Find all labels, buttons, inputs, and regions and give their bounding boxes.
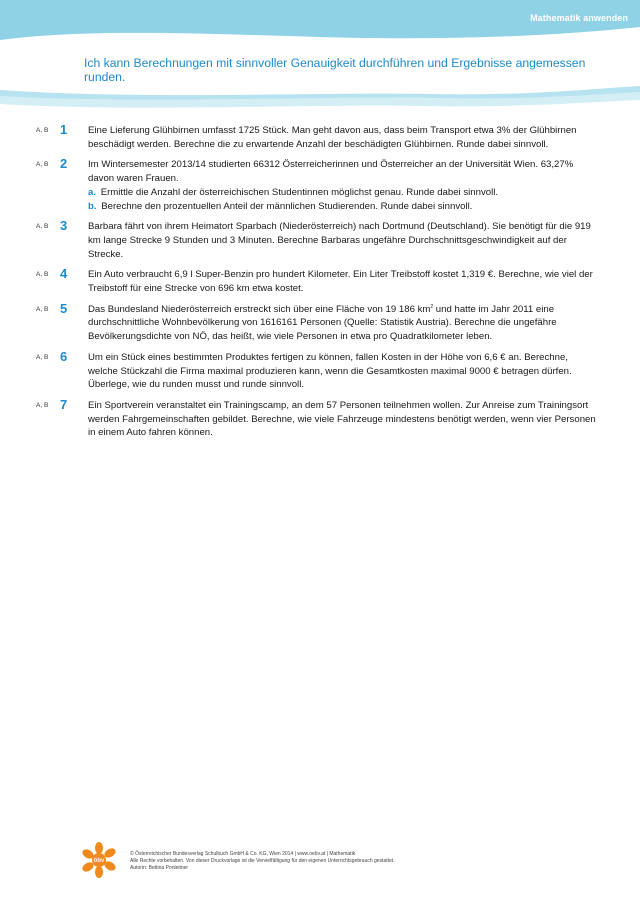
task-tag: A, B (36, 401, 49, 409)
task-tag: A, B (36, 353, 49, 361)
task-list (36, 124, 596, 447)
task-6 (36, 348, 596, 392)
subtask-text: Berechne den prozentuellen Anteil der männlichen Studierenden. Runde dabei sinnvoll. (101, 200, 473, 212)
task-7 (36, 396, 596, 440)
footer-rights: Alle Rechte vorbehalten. Von dieser Druckvorlage ist die Vervielfältigung für den eigenen Unterrichtsgebrauch gestattet. (130, 858, 395, 864)
task-number: 7 (60, 396, 68, 412)
subtask-label: a. (88, 186, 97, 198)
footer-author: Autorin: Bettina Ponleitner (130, 865, 189, 871)
header-band (0, 0, 640, 50)
subtask-b (88, 200, 596, 214)
task-tag: A, B (36, 223, 49, 231)
task-text-pre: Das Bundesland Niederösterreich erstreckt sich über eine Fläche von 19 186 km (88, 303, 431, 315)
task-text-post: und hatte im Jahr 2011 eine durchschnittliche Wohnbevölkerung von 1616161 Personen (Quelle: Statistik Austria). Berechne die ungefähre Bevölkerungsdichte von NÖ, das heißt, wie viele Personen in etwa pro Quadratkilometer leben. (88, 303, 557, 343)
task-text: Ein Sportverein veranstaltet ein Trainingscamp, an dem 57 Personen teilnehmen wollen. Zur Anreise zum Trainingsort werden Fahrgemeinschaften gebildet. Berechne, wie viele Fahrzeuge mindestens benötigt werden, wenn vier Personen in einem Auto fahren können. (88, 399, 596, 439)
task-number: 5 (60, 300, 68, 316)
task-number: 1 (60, 122, 68, 137)
task-number: 2 (60, 156, 68, 172)
task-1 (36, 124, 596, 151)
oebv-logo-icon (82, 842, 116, 878)
task-5 (36, 300, 596, 344)
task-text: Ein Auto verbraucht 6,9 l Super-Benzin pro hundert Kilometer. Ein Liter Treibstoff kostet 1,319 €. Berechne, wie viel der Treibstoff für eine Strecke von 696 km etwa kostet. (88, 269, 593, 295)
task-text: Im Wintersemester 2013/14 studierten 66312 Österreicherinnen und Österreicher an der Universität Wien. 63,27% davon waren Frauen. (88, 159, 574, 185)
task-tag: A, B (36, 305, 49, 313)
task-text: Um ein Stück eines bestimmten Produktes fertigen zu können, fallen Kosten in der Höhe von 6,6 € an. Berechne, welche Stückzahl die Firma maximal produzieren kann, wenn die Gesamtkosten maximal 9000 € betragen dürfen. Überlege, wie du runden musst und runde sinnvoll. (88, 351, 572, 391)
footer (130, 851, 395, 872)
task-body (88, 303, 596, 344)
learning-goal: Ich kann Berechnungen mit sinnvoller Genauigkeit durchführen und Ergebnisse angemessen runden. (84, 56, 586, 84)
subtask-text: Ermittle die Anzahl der österreichischen Studentinnen möglichst genau. Runde dabei sinnvoll. (100, 186, 498, 198)
task-text: Barbara fährt von ihrem Heimatort Sparbach (Niederösterreich) nach Dortmund (Deutschland). Sie benötigt für die 919 km lange Strecke 9 Stunden und 3 Minuten. Berechne Barbaras ungefähre Durchschnittsgeschwindigkeit auf der Strecke. (88, 221, 591, 260)
header-title: Mathematik anwenden (530, 13, 628, 23)
task-4 (36, 268, 596, 295)
task-number: 3 (60, 218, 68, 234)
subtask-a (88, 186, 596, 200)
task-number: 6 (60, 348, 68, 364)
task-3 (36, 220, 596, 261)
subtask-label: b. (88, 200, 97, 212)
task-2 (36, 158, 596, 213)
task-body (88, 158, 596, 213)
header-wave-shape (0, 0, 640, 50)
task-tag: A, B (36, 127, 49, 134)
task-tag: A, B (36, 271, 49, 279)
task-number: 4 (60, 266, 68, 282)
goal-separator-wave (0, 86, 640, 116)
footer-copyright: © Österreichischer Bundesverlag Schulbuch GmbH & Co. KG, Wien 2014 | www.oebv.at | Mathematik (130, 851, 356, 857)
task-text: Eine Lieferung Glühbirnen umfasst 1725 Stück. Man geht davon aus, dass beim Transport etwa 3% der Glühbirnen beschädigt werden. Berechne die zu erwartende Anzahl der beschädigten Glühbirnen. Runde dabei sinnvoll. (88, 125, 577, 150)
task-tag: A, B (36, 161, 49, 169)
superscript: 2 (430, 303, 434, 310)
logo-text: öbv (93, 858, 105, 864)
